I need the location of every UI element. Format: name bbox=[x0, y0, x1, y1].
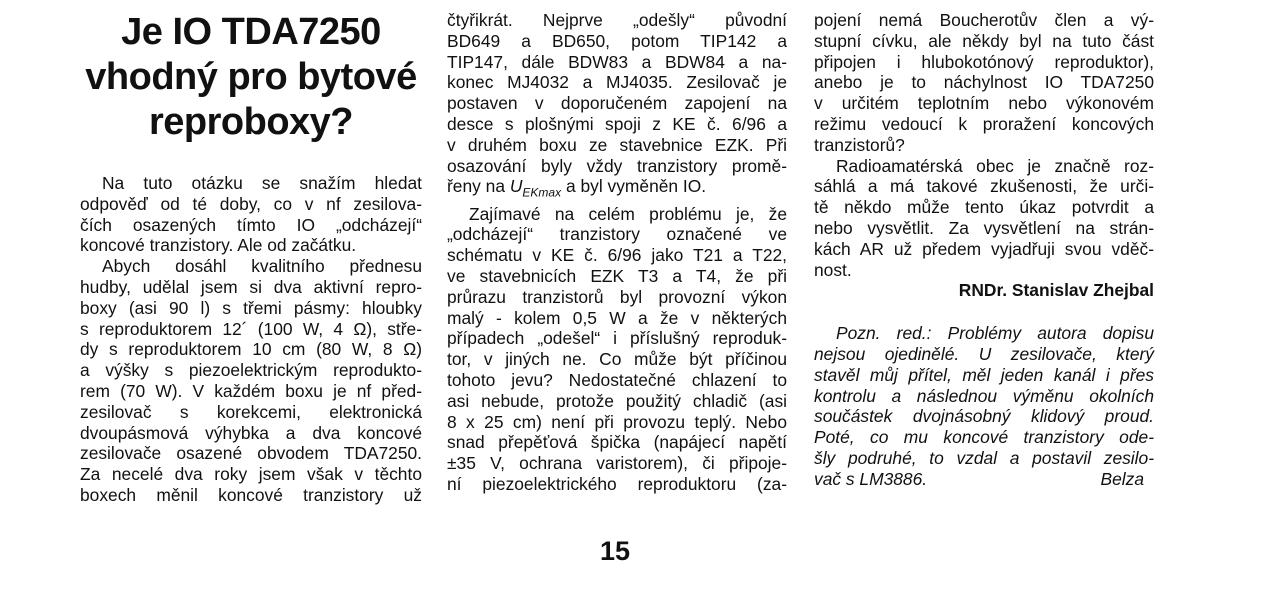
text-line: zesilovače osazené obvodem TDA7250. bbox=[80, 443, 422, 464]
text-line: tor, v jiných ne. Co může být příčinou bbox=[447, 349, 787, 370]
text-line: Poté, co mu koncové tranzistory ode- bbox=[814, 427, 1154, 448]
text-line: Abych dosáhl kvalitního přednesu bbox=[102, 256, 422, 277]
text-line: tě někdo může tento úkaz potvrdit a bbox=[814, 197, 1154, 218]
text-line: nejsou ojedinělé. U zesilovače, který bbox=[814, 343, 1154, 364]
text-line: tohoto jevu? Nedostatečné chlazení to bbox=[447, 370, 787, 391]
text-line: Na tuto otázku se snažím hledat bbox=[102, 173, 422, 193]
text-line: boxy (asi 90 l) s třemi pásmy: hloubky bbox=[80, 297, 422, 318]
text-line: hudby, udělal jsem si dva aktivní repro- bbox=[80, 276, 422, 297]
text-line: boxech měnil koncové tranzistory už bbox=[80, 484, 422, 505]
text-line bbox=[814, 469, 1154, 490]
text-line: kách AR už předem vyjadřuji svou vděč- bbox=[814, 238, 1154, 259]
column-2 bbox=[447, 0, 787, 495]
editor-signature: Belza bbox=[1100, 468, 1144, 489]
text-line: s reproduktorem 12´ (100 W, 4 Ω), stře- bbox=[80, 318, 422, 339]
text-line: Pozn. red.: Problémy autora dopisu bbox=[836, 323, 1154, 344]
text-line: případech „odešel“ i příslušný reproduk- bbox=[447, 328, 787, 349]
column-3 bbox=[814, 0, 1154, 490]
text-line: ±35 V, ochrana varistorem), či připoje- bbox=[447, 453, 787, 474]
text-line: „odcházejí“ tranzistory označené ve bbox=[447, 224, 787, 245]
text-line: nebo vysvětlit. Za vysvětlení na strán- bbox=[814, 217, 1154, 238]
text-line: ní piezoelektrického reproduktoru (za- bbox=[447, 474, 787, 494]
paragraph-problem bbox=[447, 204, 787, 495]
text-line: čtyřikrát. Nejprve „odešly“ původní bbox=[447, 10, 787, 30]
page-number: 15 bbox=[600, 536, 631, 566]
paragraph-continued-2 bbox=[814, 10, 1154, 156]
text-line: odpověď od té doby, co v nf zesilova- bbox=[80, 193, 422, 214]
editor-note bbox=[814, 323, 1154, 489]
title-line: reproboxy? bbox=[148, 101, 354, 143]
text-line: anebo je to náchylnost IO TDA7250 bbox=[814, 72, 1154, 93]
text-fragment: vač s LM3886. bbox=[814, 468, 928, 489]
symbol-u: U bbox=[509, 176, 523, 197]
author-signature: RNDr. Stanislav Zhejbal bbox=[958, 280, 1154, 301]
text-line: dy s reproduktorem 10 cm (80 W, 8 Ω) bbox=[80, 339, 422, 360]
title-line: Je IO TDA7250 bbox=[121, 11, 381, 53]
text-line: pojení nemá Boucherotův člen a vý- bbox=[814, 10, 1154, 30]
text-line: dvoupásmová výhybka a dva koncové bbox=[80, 422, 422, 443]
text-line: osazování byly vždy tranzistory promě- bbox=[447, 155, 787, 176]
text-line: a výšky s piezoelektrickým reprodukto- bbox=[80, 360, 422, 381]
paragraph-intro bbox=[80, 173, 422, 256]
text-line: v určitém teplotním nebo výkonovém bbox=[814, 93, 1154, 114]
paragraph-continued bbox=[447, 10, 787, 204]
text-line: BD649 a BD650, potom TIP142 a bbox=[447, 30, 787, 51]
text-line: desce s plošnými spoji z KE č. 6/96 a bbox=[447, 113, 787, 134]
text-line: zesilovač s korekcemi, elektronická bbox=[80, 401, 422, 422]
text-line: průrazu tranzistorů byl provozní výkon bbox=[447, 286, 787, 307]
text-fragment: řeny na bbox=[447, 176, 506, 197]
text-line: nost. bbox=[814, 259, 852, 280]
text-line: kontrolu a následnou výměnu okolních bbox=[814, 385, 1154, 406]
text-line: rem (70 W). V každém boxu je nf před- bbox=[80, 380, 422, 401]
text-line: v druhém boxu ze stavebnice EZK. Při bbox=[447, 134, 787, 155]
text-line: Za necelé dva roky jsem však v těchto bbox=[80, 464, 422, 485]
text-line: snad přepěťová špička (napájecí napětí bbox=[447, 432, 787, 453]
text-line: malý - kolem 0,5 W a že v některých bbox=[447, 307, 787, 328]
symbol-subscript: EKmax bbox=[522, 185, 562, 200]
text-line: režimu vedoucí k proražení koncových bbox=[814, 113, 1154, 134]
column-1 bbox=[80, 0, 422, 506]
text-line: šly podruhé, to vzdal a postavil zesilo- bbox=[814, 447, 1154, 468]
paragraph-request bbox=[814, 156, 1154, 281]
author-line bbox=[814, 280, 1154, 301]
text-line: ve stavebnicích EZK T3 a T4, že při bbox=[447, 266, 787, 287]
text-line: sáhlá a má takové zkušenosti, že urči- bbox=[814, 176, 1154, 197]
text-line: stupní cívku, ale někdy byl na tuto část bbox=[814, 30, 1154, 51]
text-fragment: a byl vyměněn IO. bbox=[565, 176, 707, 197]
text-line: čích osazených tímto IO „odcházejí“ bbox=[80, 214, 422, 235]
paragraph-setup bbox=[80, 256, 422, 506]
text-line: postaven v doporučeném zapojení na bbox=[447, 93, 787, 114]
text-line: asi nebude, protože použitý chladič (asi bbox=[447, 390, 787, 411]
text-line: připojen i hlubokotónový reproduktor), bbox=[814, 51, 1154, 72]
text-line: Radioamatérská obec je značně roz- bbox=[836, 155, 1154, 176]
text-line bbox=[447, 176, 787, 203]
text-line: stavěl můj přítel, měl jeden kanál i přes bbox=[814, 364, 1154, 385]
text-line: koncové tranzistory. Ale od začátku. bbox=[80, 235, 357, 256]
article-title bbox=[80, 10, 422, 145]
title-line: vhodný pro bytové bbox=[85, 56, 417, 98]
text-line: schématu v KE č. 6/96 jako T21 a T22, bbox=[447, 245, 787, 266]
text-line: 8 x 25 cm) není při provozu teplý. Nebo bbox=[447, 411, 787, 432]
text-line: Zajímavé na celém problému je, že bbox=[469, 203, 787, 224]
text-line: TIP147, dále BDW83 a BDW84 a na- bbox=[447, 51, 787, 72]
text-line: konec MJ4032 a MJ4035. Zesilovač je bbox=[447, 72, 787, 93]
text-line: tranzistorů? bbox=[814, 134, 905, 155]
text-line: součástek dvojnásobný klidový proud. bbox=[814, 406, 1154, 427]
